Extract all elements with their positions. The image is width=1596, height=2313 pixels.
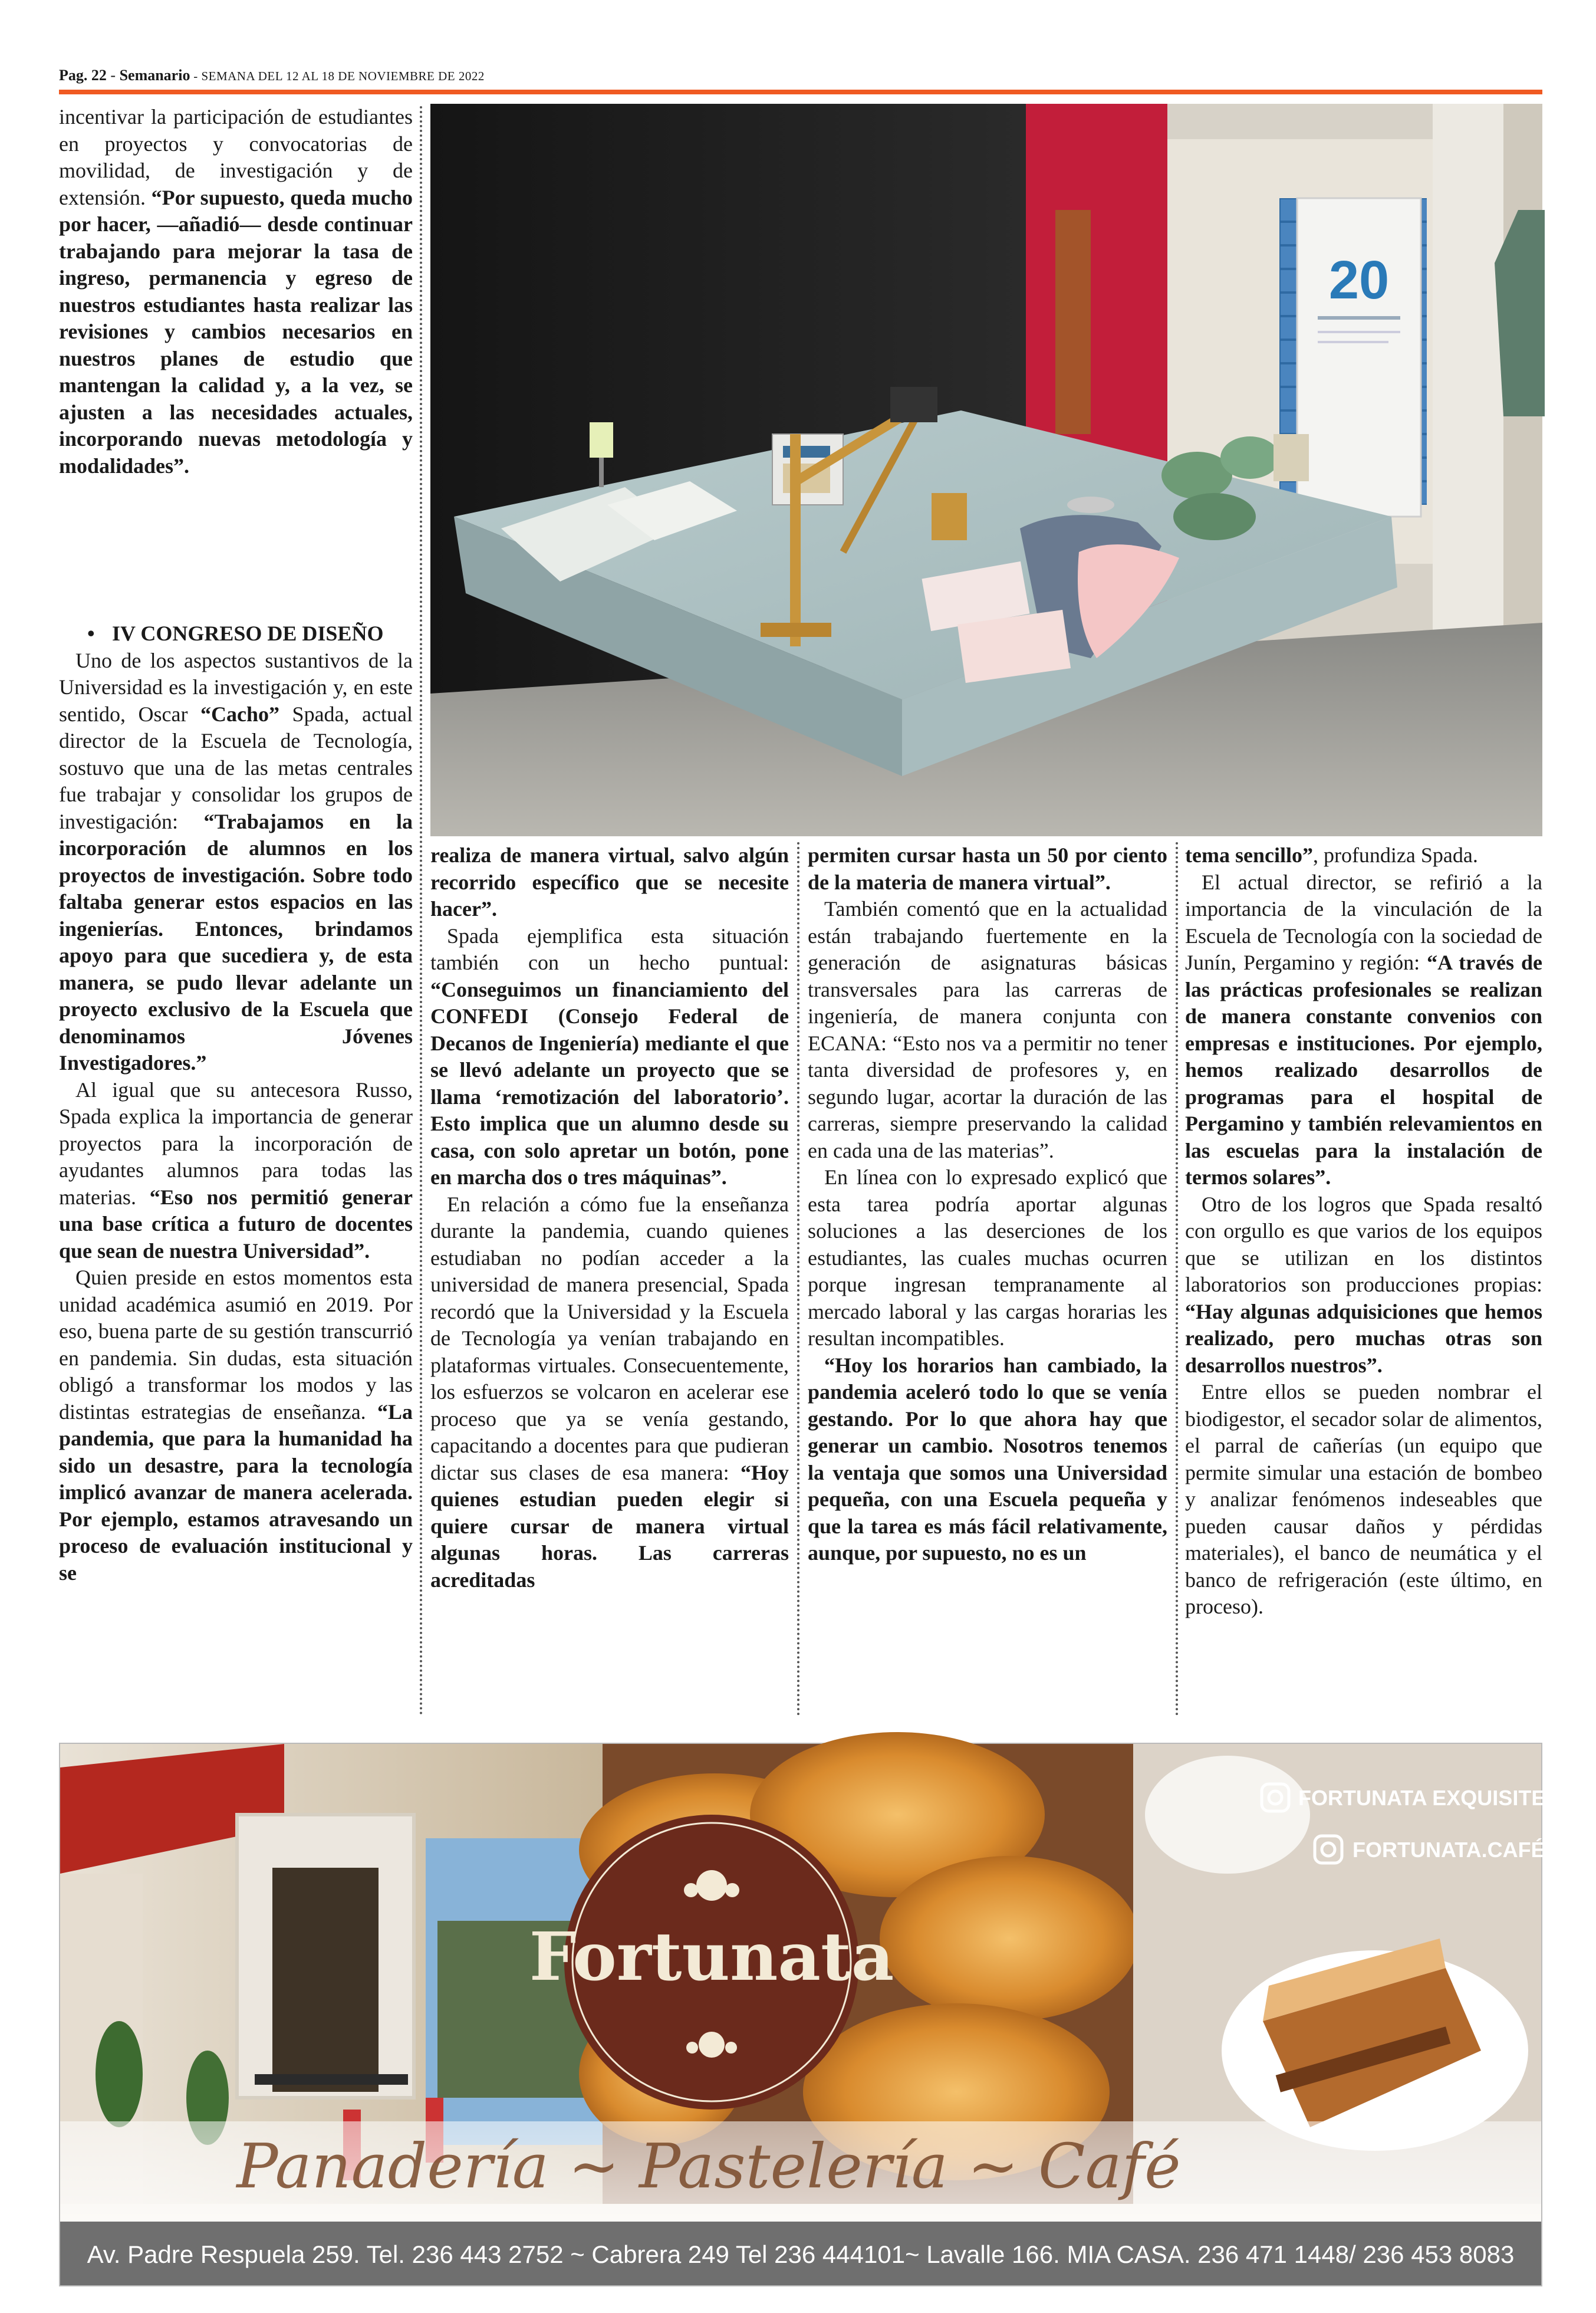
section-heading: • IV CONGRESO DE DISEÑO <box>59 620 413 648</box>
text-run: Otro de los logros que Spada resaltó con orgullo es que varios de los equipos que se utilizan en los distintos laboratorios son producciones propias: <box>1185 1192 1542 1296</box>
quote-run: “Hoy quienes estudian pueden elegir si quiere cursar de manera virtual algunas horas. Las carreras acreditadas <box>430 1460 789 1592</box>
text-run: En relación a cómo fue la enseñanza durante la pandemia, cuando quienes estudiaban no podían acceder a la universidad de manera presencial, Spada recordó que la Universidad y la Escuela de Tecnología ya venían trabajando en plataformas virtuales. Consecuentemente, los esfuerzos se volcaron en acelerar ese proceso que ya se venía gestando, capacitando a docentes para que pudieran dictar sus clases de esa manera: <box>430 1192 789 1484</box>
header-rule <box>59 90 1542 94</box>
quote-run: tema sencillo” <box>1185 843 1313 867</box>
tagline: Panadería ~ Pastelería ~ Café <box>236 2130 1181 2202</box>
text-run: Quien preside en estos momentos esta unidad académica asumió en 2019. Por eso, buena parte de su gestión transcurrió en pandemia. Sin dudas, esta situación obligó a transformar los modos y las distintas estrategias de enseñanza. <box>59 1266 413 1424</box>
quote-run: “Trabajamos en la incorporación de alumnos en los proyectos de investigación. Sobre todo faltaba generar estos espacios en las ingenierías. Entonces, brindamos apoyo para que sucediera y, de esta manera, se pudo llevar adelante un proyecto exclusivo de la Escuela que denominamos Jóvenes Investigadores.” <box>59 809 413 1075</box>
quote-run: “Conseguimos un financiamiento del CONFEDI (Consejo Federal de Decanos de Ingeniería) mediante el que se llevó adelante un proyecto que se llama ‘remotización del laboratorio’. Esto implica que un alumno desde su casa, con solo apretar un botón, pone en marcha dos o tres máquinas”. <box>430 977 789 1189</box>
text-run: Spada ejemplifica esta situación también con un hecho puntual: <box>430 924 789 974</box>
paragraph <box>59 648 413 1077</box>
quote-run: “La pandemia, que para la humanidad ha sido un desastre, para la tecnología implicó avanzar de manera acelerada. Por ejemplo, estamos atravesando un proceso de evaluación institucional y se <box>59 1399 413 1585</box>
article-column-1-continued <box>59 620 413 1586</box>
paragraph <box>430 1191 789 1594</box>
header-separator: - <box>106 67 120 84</box>
quote-run: “Hoy los horarios han cambiado, la pandemia aceleró todo lo que se venía gestando. Por lo que ahora hay que generar un cambio. Nosotros tenemos la ventaja que somos una Universidad pequeña, con una Escuela pequeña y que la tarea es más fácil relativamente, aunque, por supuesto, no es un <box>808 1353 1167 1565</box>
page-number: Pag. 22 <box>59 67 107 84</box>
article-column-3 <box>808 842 1167 1567</box>
paragraph <box>430 923 789 1191</box>
exhibition-photo <box>430 104 1542 836</box>
paragraph: También comentó que en la actualidad están trabajando fuertemente en la generación de asignaturas básicas transversales para las carreras de ingeniería, de manera conjunta con ECANA: “Esto nos va a permitir no tener tanta diversidad de profesores y, en segundo lugar, acortar la duración de las carreras, siempre preservando la calidad en cada una de las materias”. <box>808 897 1167 1162</box>
quote-run: realiza de manera virtual, salvo algún recorrido específico que se necesite hacer”. <box>430 843 789 921</box>
paragraph <box>1185 869 1542 1191</box>
quote-run: “Hay algunas adquisiciones que hemos realizado, pero muchas otras son desarrollos nuestros”. <box>1185 1299 1542 1377</box>
paragraph: En línea con lo expresado explicó que esta tarea podría aportar algunas soluciones a las deserciones de los estudiantes, las cuales muchas ocurren porque ingresan tempranamente al mercado laboral y las cargas horarias les resultan incompatibles. <box>808 1165 1167 1350</box>
instagram-handle-2: FORTUNATA.CAFÉ <box>1353 1838 1545 1862</box>
article-column-2 <box>430 842 789 1594</box>
quote-run: “Eso nos permitió generar una base crítica a futuro de docentes que sean de nuestra Universidad”. <box>59 1185 413 1263</box>
column-divider <box>1176 842 1178 1716</box>
text-run: Spada, actual director de la Escuela de Tecnología, sostuvo que una de las metas centrales fue trabajar y consolidar los grupos de investigación: <box>59 702 413 833</box>
text-run: Al igual que su antecesora Russo, Spada explica la importancia de generar proyectos para la incorporación de ayudantes alumnos para todas las materias. <box>59 1077 413 1209</box>
advertisement-fortunata <box>59 1743 1590 2286</box>
text-run: “Cacho” <box>200 702 280 726</box>
paragraph <box>1185 842 1542 869</box>
paragraph <box>59 104 413 479</box>
paragraph <box>430 842 789 923</box>
instagram-handle-1: FORTUNATA EXQUISITECES <box>1298 1786 1590 1810</box>
article-column-4 <box>1185 842 1542 1621</box>
quote-run: “A través de las prácticas profesionales se realizan de manera constante convenios con empresas e instituciones. Por ejemplo, hemos realizado desarrollos de programas para el hospital de Pergamino y también relevamientos en las escuelas para la instalación de termos solares”. <box>1185 951 1542 1189</box>
paragraph <box>808 1352 1167 1567</box>
column-divider <box>420 106 422 1716</box>
paragraph <box>59 1077 413 1265</box>
article-column-1 <box>59 104 413 479</box>
page-header <box>59 64 1542 87</box>
column-divider <box>797 842 799 1716</box>
issue-date: - SEMANA DEL 12 AL 18 DE NOVIEMBRE DE 2022 <box>190 69 485 83</box>
paragraph <box>808 842 1167 896</box>
paragraph <box>59 1264 413 1586</box>
quote-run: “Por supuesto, queda mucho por hacer, —añadió— desde continuar trabajando para mejorar la tasa de ingreso, permanencia y egreso de nuestros estudiantes hasta realizar las revisiones y cambios necesarios en nuestros planes de estudio que mantengan la calidad y, a la vez, se ajusten a las necesidades actuales, incorporando nuevas metodología y modalidades”. <box>59 185 413 478</box>
brand-name: Fortunata <box>529 1918 894 1996</box>
quote-run: permiten cursar hasta un 50 por ciento de la materia de manera virtual”. <box>808 843 1167 894</box>
text-run: Uno de los aspectos sustantivos de la Universidad es la investigación y, en este sentido, Oscar <box>59 648 413 726</box>
address-line: Av. Padre Respuela 259. Tel. 236 443 2752 ~ Cabrera 249 Tel 236 444101~ Lavalle 166. MIA CASA. 236 471 1448/ 236 453 8083 <box>87 2240 1515 2268</box>
paragraph <box>1185 1191 1542 1379</box>
banner-number: 20 <box>1328 250 1390 310</box>
text-run: incentivar la participación de estudiantes en proyectos y convocatorias de movilidad, de investigación y de extensión. <box>59 105 413 209</box>
text-run: , profundiza Spada. <box>1312 843 1478 867</box>
paragraph: Entre ellos se pueden nombrar el biodigestor, el secador solar de alimentos, el parral de cañerías (un equipo que permite simular una estación de bombeo y analizar fenómenos indeseables que pueden causar daños y pérdidas materiales), el banco de neumática y el banco de refrigeración (este último, en proceso). <box>1185 1380 1542 1618</box>
text-run: El actual director, se refirió a la importancia de la vinculación de la Escuela de Tecnología con la sociedad de Junín, Pergamino y región: <box>1185 870 1542 974</box>
publication-name: Semanario <box>119 67 190 84</box>
